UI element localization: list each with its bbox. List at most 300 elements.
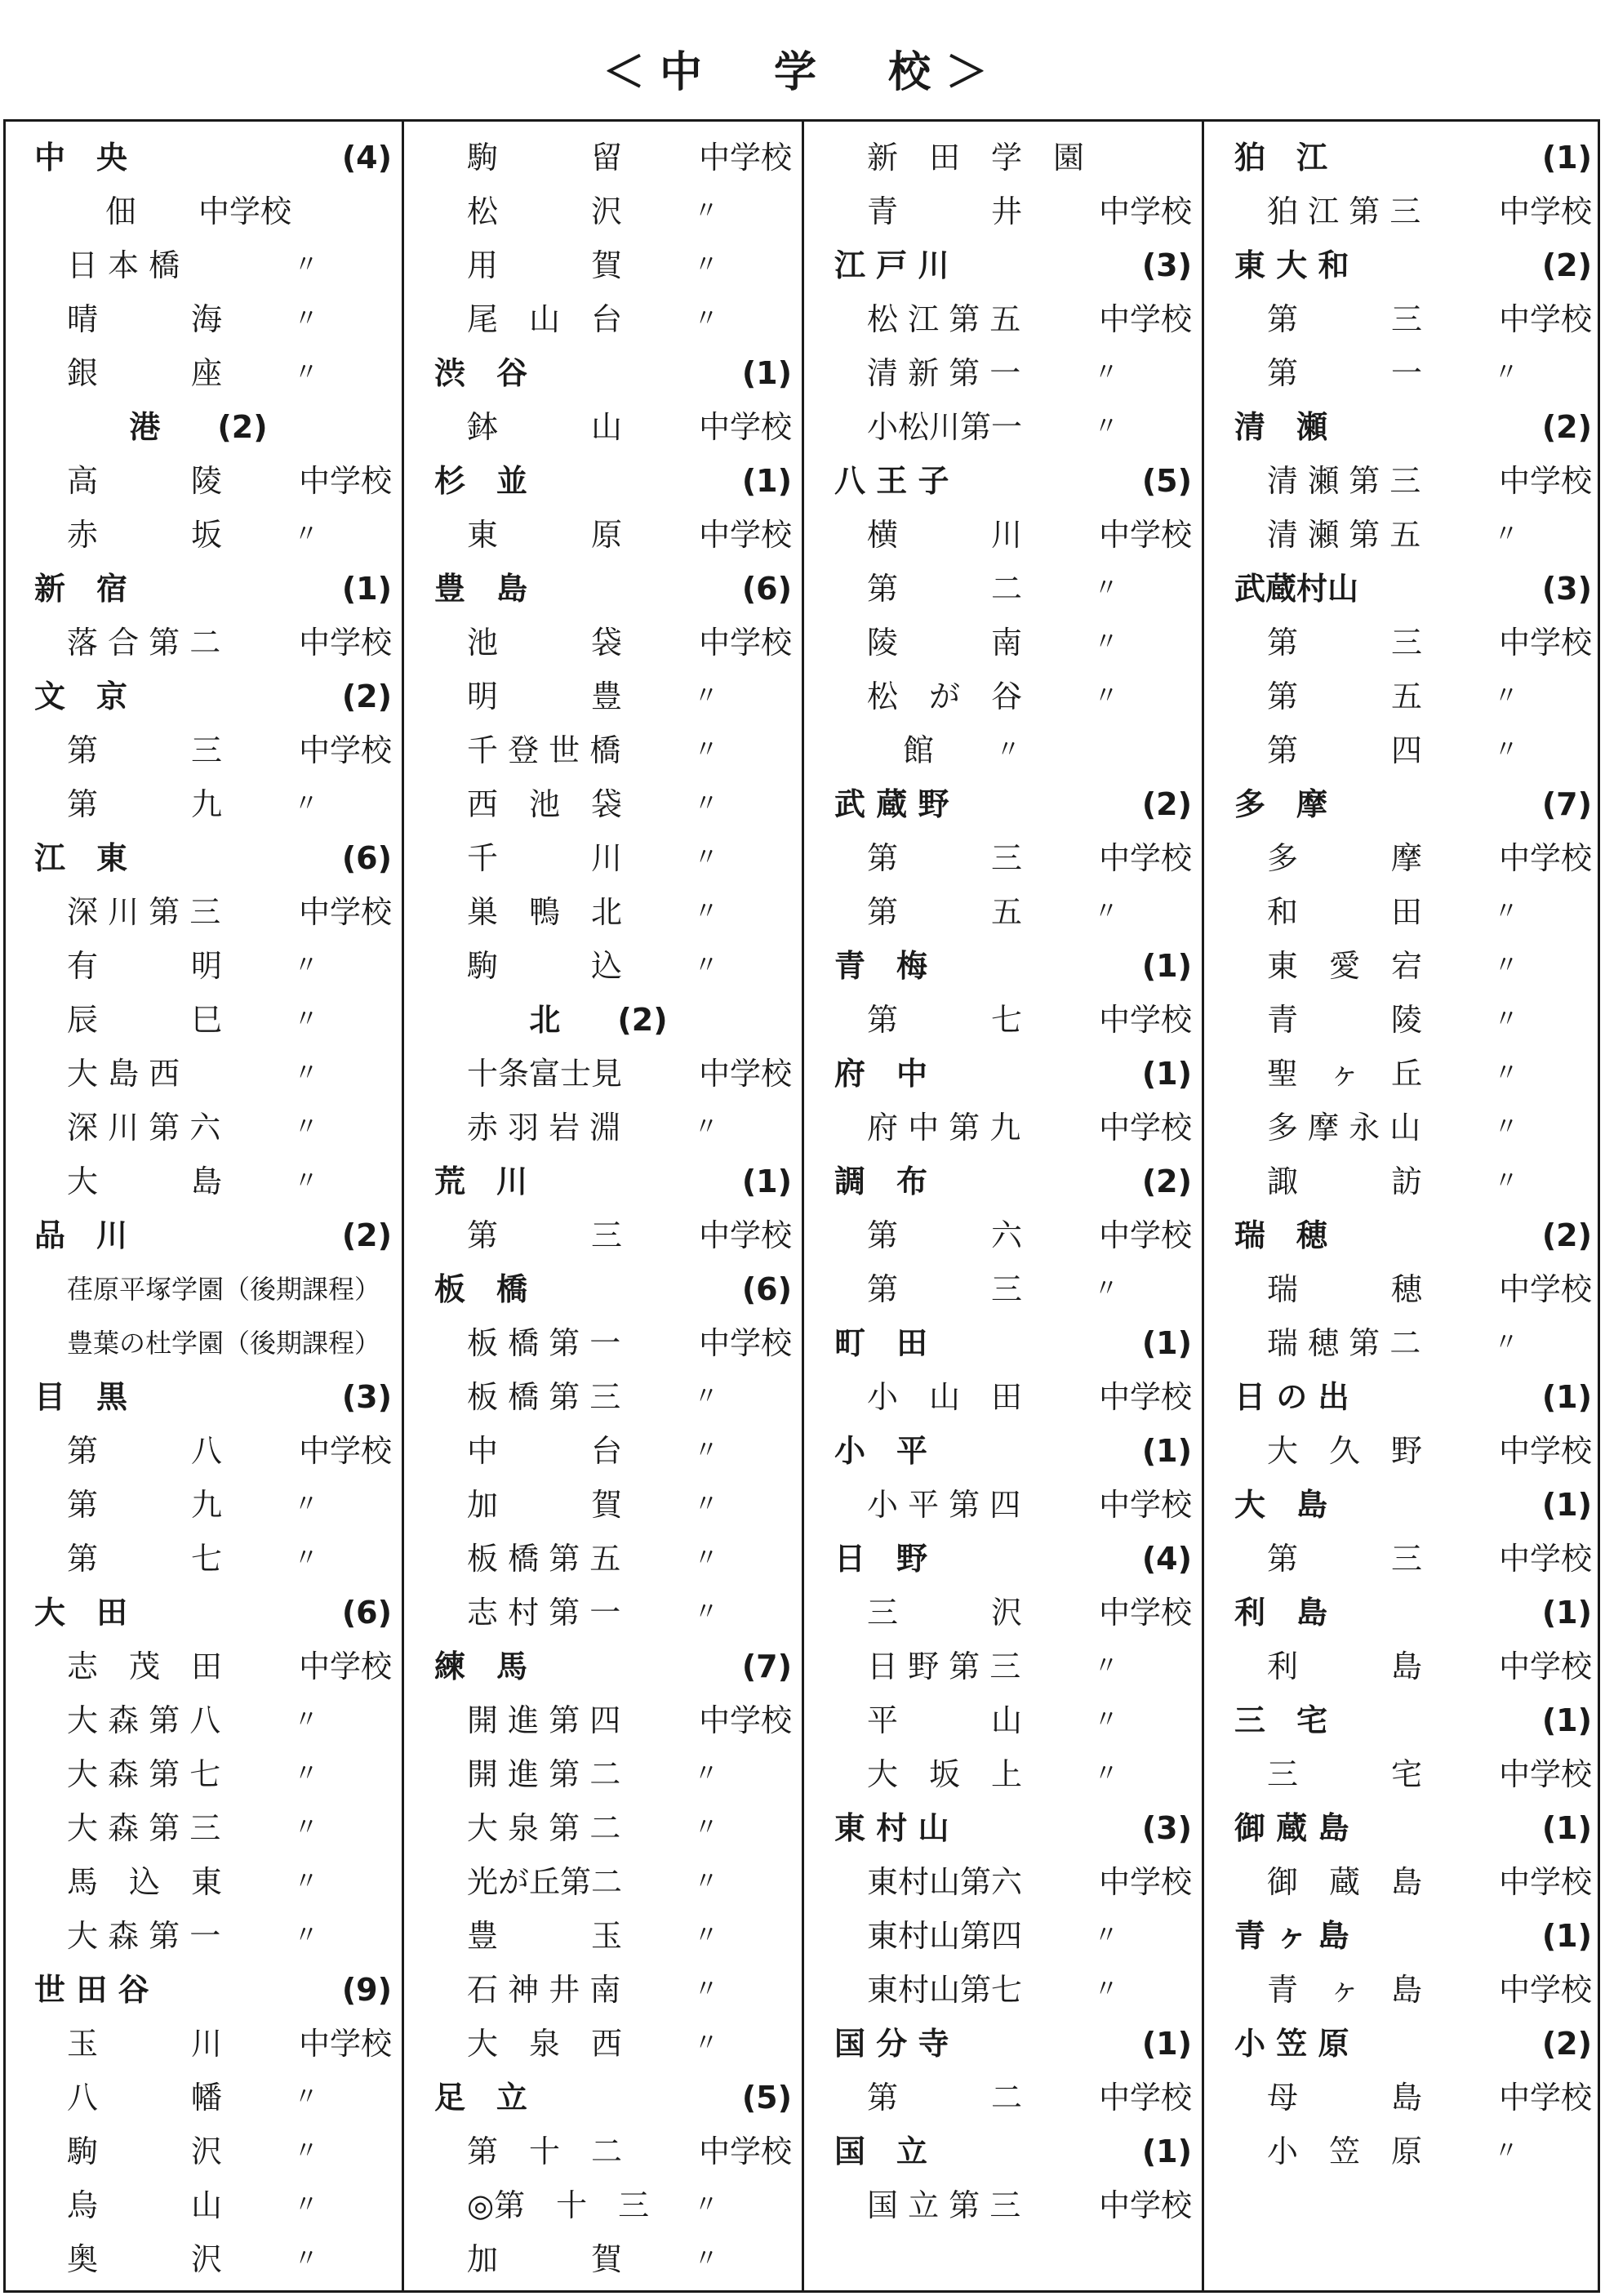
school-count: (2) bbox=[341, 679, 392, 714]
ditto-mark: 〃 bbox=[1094, 1652, 1118, 1680]
school-name: 鉢 山 bbox=[467, 409, 623, 445]
ward-heading bbox=[405, 993, 803, 1047]
school-entry bbox=[405, 1424, 803, 1478]
ditto-mark: 〃 bbox=[694, 1598, 718, 1626]
ward-heading bbox=[1205, 1801, 1603, 1855]
school-entry bbox=[805, 1640, 1203, 1693]
ditto-mark: 〃 bbox=[694, 951, 718, 980]
school-name: 駒 沢 bbox=[67, 2134, 223, 2169]
school-entry bbox=[805, 131, 1203, 185]
school-entry bbox=[5, 292, 403, 346]
school-name: 板 橋 第 三 bbox=[467, 1379, 621, 1415]
ward-name: 荒 川 bbox=[434, 1164, 528, 1199]
ward-name: 利 島 bbox=[1234, 1595, 1328, 1631]
ditto-mark: 〃 bbox=[694, 897, 718, 926]
ward-heading bbox=[1205, 562, 1603, 616]
ditto-mark: 〃 bbox=[294, 251, 318, 279]
ward-heading bbox=[405, 562, 803, 616]
ward-heading bbox=[1205, 1693, 1603, 1747]
school-entry bbox=[5, 777, 403, 831]
ward-name: 新 宿 bbox=[34, 571, 128, 607]
school-name: 第 四 bbox=[1267, 732, 1423, 768]
school-suffix: 中学校 bbox=[1098, 1864, 1192, 1900]
school-entry bbox=[805, 346, 1203, 400]
school-suffix: 中学校 bbox=[698, 2134, 792, 2169]
ditto-mark: 〃 bbox=[1094, 412, 1118, 441]
school-suffix: 中学校 bbox=[698, 1217, 792, 1253]
ward-heading bbox=[5, 670, 403, 723]
school-name: 清 瀬 第 五 bbox=[1267, 517, 1421, 553]
school-entry bbox=[405, 939, 803, 993]
school-count: (1) bbox=[1541, 1810, 1592, 1846]
school-suffix: 中学校 bbox=[698, 625, 792, 661]
school-entry bbox=[405, 1586, 803, 1640]
ditto-mark: 〃 bbox=[1494, 2137, 1518, 2165]
school-entry bbox=[405, 1747, 803, 1801]
school-suffix: 中学校 bbox=[1098, 840, 1192, 876]
ward-name: 江 戸 川 bbox=[834, 247, 949, 283]
school-entry bbox=[405, 1478, 803, 1532]
school-entry bbox=[405, 131, 803, 185]
school-entry bbox=[1205, 508, 1603, 562]
school-entry bbox=[5, 454, 403, 508]
ditto-mark: 〃 bbox=[694, 1382, 718, 1411]
school-name: 烏 山 bbox=[67, 2187, 223, 2223]
school-name: 第 三 bbox=[467, 1217, 623, 1253]
ditto-mark: 〃 bbox=[294, 2245, 318, 2273]
school-entry bbox=[405, 1909, 803, 1963]
ditto-mark: 〃 bbox=[694, 2245, 718, 2273]
school-entry bbox=[405, 1532, 803, 1586]
school-count: (2) bbox=[1541, 1217, 1592, 1253]
school-suffix: 中学校 bbox=[1498, 2080, 1592, 2116]
school-suffix: 中学校 bbox=[298, 732, 392, 768]
school-count: (7) bbox=[741, 1649, 792, 1684]
school-name: 石 神 井 南 bbox=[467, 1972, 621, 2008]
school-entry bbox=[805, 1586, 1203, 1640]
school-name: 瑞 穂 bbox=[1267, 1271, 1423, 1307]
school-entry bbox=[1205, 346, 1603, 400]
ditto-mark: 〃 bbox=[694, 251, 718, 279]
school-name: 清 新 第 一 bbox=[867, 355, 1021, 391]
school-name: 大 泉 西 bbox=[467, 2026, 623, 2062]
school-entry bbox=[1205, 1747, 1603, 1801]
ward-name: 文 京 bbox=[34, 679, 128, 714]
school-count: (4) bbox=[1141, 1541, 1192, 1577]
school-count: (2) bbox=[1541, 409, 1592, 445]
school-name: 第 三 bbox=[67, 732, 223, 768]
school-count: (1) bbox=[1541, 1702, 1592, 1738]
ditto-mark: 〃 bbox=[294, 1167, 318, 1195]
school-name: 第 三 bbox=[867, 840, 1023, 876]
ward-heading bbox=[805, 1424, 1203, 1478]
school-suffix: 中学校 bbox=[1498, 1972, 1592, 2008]
school-suffix: 中学校 bbox=[1498, 194, 1592, 229]
school-entry bbox=[405, 1801, 803, 1855]
school-entry bbox=[405, 723, 803, 777]
school-entry bbox=[805, 1963, 1203, 2017]
school-entry bbox=[805, 1855, 1203, 1909]
school-entry bbox=[405, 1855, 803, 1909]
school-entry bbox=[5, 346, 403, 400]
ditto-mark: 〃 bbox=[694, 1921, 718, 1950]
school-count: (1) bbox=[341, 571, 392, 607]
school-entry bbox=[805, 1693, 1203, 1747]
school-name: 日 野 第 三 bbox=[867, 1649, 1021, 1684]
school-name: 府 中 第 九 bbox=[867, 1110, 1021, 1146]
ditto-mark: 〃 bbox=[294, 790, 318, 818]
school-name: 母 島 bbox=[1267, 2080, 1423, 2116]
school-entry bbox=[5, 2125, 403, 2178]
school-name: 多 摩 bbox=[1267, 840, 1423, 876]
school-suffix: 中学校 bbox=[198, 194, 292, 229]
school-name: 志 村 第 一 bbox=[467, 1595, 621, 1631]
school-suffix: 中学校 bbox=[1098, 1110, 1192, 1146]
school-entry bbox=[405, 185, 803, 238]
school-entry bbox=[405, 292, 803, 346]
school-count: (6) bbox=[741, 571, 792, 607]
ditto-mark: 〃 bbox=[1494, 682, 1518, 710]
school-name: 池 袋 bbox=[467, 625, 623, 661]
school-entry bbox=[5, 2071, 403, 2125]
school-name: 中 台 bbox=[467, 1433, 623, 1469]
school-entry bbox=[805, 831, 1203, 885]
school-name: 第 七 bbox=[67, 1541, 223, 1577]
school-name: 陵 南 bbox=[867, 625, 1023, 661]
school-name: 十条富士見 bbox=[467, 1056, 623, 1092]
school-name: 大 泉 第 二 bbox=[467, 1810, 621, 1846]
ward-heading bbox=[5, 1586, 403, 1640]
ditto-mark: 〃 bbox=[694, 2191, 718, 2219]
school-count: (1) bbox=[1141, 2026, 1192, 2062]
school-entry bbox=[805, 1208, 1203, 1262]
school-entry bbox=[805, 1478, 1203, 1532]
school-name: 第 九 bbox=[67, 1487, 223, 1523]
ward-heading bbox=[805, 2125, 1203, 2178]
school-entry bbox=[5, 939, 403, 993]
school-name: 大 森 第 三 bbox=[67, 1810, 221, 1846]
school-count: (3) bbox=[341, 1379, 392, 1415]
school-entry bbox=[5, 885, 403, 939]
ward-heading bbox=[805, 1316, 1203, 1370]
school-name: 豊葉の杜学園（後期課程） bbox=[67, 1328, 381, 1359]
school-count: (1) bbox=[1141, 948, 1192, 984]
school-suffix: 中学校 bbox=[1498, 1271, 1592, 1307]
school-name: 第 十 二 bbox=[467, 2134, 623, 2169]
school-entry bbox=[805, 670, 1203, 723]
school-entry bbox=[1205, 1640, 1603, 1693]
school-count: (2) bbox=[1541, 247, 1592, 283]
ditto-mark: 〃 bbox=[1494, 1059, 1518, 1088]
school-name: 奥 沢 bbox=[67, 2241, 223, 2277]
school-count: (3) bbox=[1541, 571, 1592, 607]
school-suffix: 中学校 bbox=[1098, 517, 1192, 553]
school-entry bbox=[5, 993, 403, 1047]
school-name: 日 本 橋 bbox=[67, 247, 180, 283]
ditto-mark: 〃 bbox=[294, 1490, 318, 1519]
ward-name: 品 川 bbox=[34, 1217, 128, 1253]
ditto-mark: 〃 bbox=[694, 197, 718, 225]
school-count: (3) bbox=[1141, 1810, 1192, 1846]
school-suffix: 中学校 bbox=[698, 1325, 792, 1361]
ditto-mark: 〃 bbox=[294, 2083, 318, 2111]
school-name: 第 七 bbox=[867, 1002, 1023, 1038]
school-entry bbox=[405, 616, 803, 670]
school-entry bbox=[5, 1801, 403, 1855]
ward-name: 渋 谷 bbox=[434, 355, 528, 391]
ditto-mark: 〃 bbox=[996, 736, 1020, 764]
school-entry bbox=[5, 723, 403, 777]
ditto-mark: 〃 bbox=[294, 520, 318, 549]
school-count: (6) bbox=[741, 1271, 792, 1307]
ward-heading bbox=[1205, 1586, 1603, 1640]
ward-name: 板 橋 bbox=[434, 1271, 528, 1307]
ward-heading bbox=[405, 346, 803, 400]
ditto-mark: 〃 bbox=[294, 1544, 318, 1573]
ditto-mark: 〃 bbox=[694, 1113, 718, 1141]
ward-name: 小 笠 原 bbox=[1234, 2026, 1349, 2062]
ditto-mark: 〃 bbox=[694, 1760, 718, 1788]
ward-name: 武 蔵 野 bbox=[834, 786, 949, 822]
school-suffix: 中学校 bbox=[1098, 194, 1192, 229]
ward-heading bbox=[405, 1262, 803, 1316]
ditto-mark: 〃 bbox=[1094, 1275, 1118, 1303]
school-entry bbox=[5, 1747, 403, 1801]
ward-name: 八 王 子 bbox=[834, 463, 949, 499]
school-count: (1) bbox=[1541, 140, 1592, 176]
school-suffix: 中学校 bbox=[1498, 1756, 1592, 1792]
ward-heading bbox=[1205, 2017, 1603, 2071]
ward-name: 府 中 bbox=[834, 1056, 928, 1092]
school-entry bbox=[1205, 454, 1603, 508]
school-entry bbox=[1205, 1101, 1603, 1155]
school-name: 松 江 第 五 bbox=[867, 301, 1021, 337]
school-entry bbox=[805, 508, 1203, 562]
page-title: ＜中 学 校＞ bbox=[602, 48, 1003, 97]
ditto-mark: 〃 bbox=[1094, 1975, 1118, 2004]
school-name: 晴 海 bbox=[67, 301, 223, 337]
ward-name: 青 ヶ 島 bbox=[1234, 1918, 1349, 1954]
school-entry bbox=[5, 1640, 403, 1693]
school-name: 第 八 bbox=[67, 1433, 223, 1469]
school-name: 玉 川 bbox=[67, 2026, 223, 2062]
school-suffix: 中学校 bbox=[1098, 301, 1192, 337]
ward-name: 世 田 谷 bbox=[34, 1972, 149, 2008]
school-name: 清 瀬 第 三 bbox=[1267, 463, 1421, 499]
ditto-mark: 〃 bbox=[1094, 682, 1118, 710]
ward-heading bbox=[1205, 1208, 1603, 1262]
school-name: 第 三 bbox=[1267, 625, 1423, 661]
school-name: 用 賀 bbox=[467, 247, 623, 283]
school-entry bbox=[1205, 1532, 1603, 1586]
school-suffix: 中学校 bbox=[1498, 1864, 1592, 1900]
school-name: 深 川 第 三 bbox=[67, 894, 221, 930]
ditto-mark: 〃 bbox=[294, 358, 318, 387]
school-name: 第 六 bbox=[867, 1217, 1023, 1253]
school-count: (1) bbox=[741, 463, 792, 499]
ward-heading bbox=[405, 2071, 803, 2125]
school-name: 高 陵 bbox=[67, 463, 223, 499]
school-count: (1) bbox=[1141, 1056, 1192, 1092]
school-entry bbox=[5, 1316, 403, 1370]
ward-heading bbox=[1205, 400, 1603, 454]
ditto-mark: 〃 bbox=[1494, 1328, 1518, 1357]
ward-heading bbox=[1205, 777, 1603, 831]
school-count: (5) bbox=[1141, 463, 1192, 499]
school-suffix: 中学校 bbox=[1098, 1595, 1192, 1631]
school-name: 加 賀 bbox=[467, 2241, 623, 2277]
school-name: 松 沢 bbox=[467, 194, 623, 229]
school-name: 平 山 bbox=[867, 1702, 1023, 1738]
school-name: 板 橋 第 五 bbox=[467, 1541, 621, 1577]
ward-name: 東 村 山 bbox=[834, 1810, 949, 1846]
ward-name: 目 黒 bbox=[34, 1379, 128, 1415]
school-count: (6) bbox=[341, 1595, 392, 1631]
school-entry bbox=[5, 1424, 403, 1478]
ward-heading bbox=[805, 454, 1203, 508]
school-entry bbox=[1205, 616, 1603, 670]
school-name: 和 田 bbox=[1267, 894, 1423, 930]
ditto-mark: 〃 bbox=[294, 2137, 318, 2165]
ward-heading bbox=[5, 400, 403, 454]
school-count: (1) bbox=[1141, 2134, 1192, 2169]
school-name: 大 島 西 bbox=[67, 1056, 180, 1092]
ditto-mark: 〃 bbox=[294, 305, 318, 333]
ward-heading bbox=[5, 1208, 403, 1262]
school-name: 利 島 bbox=[1267, 1649, 1423, 1684]
ditto-mark: 〃 bbox=[694, 305, 718, 333]
ward-heading bbox=[5, 131, 403, 185]
school-name: 第 二 bbox=[867, 2080, 1023, 2116]
ditto-mark: 〃 bbox=[694, 843, 718, 872]
school-name: 三 宅 bbox=[1267, 1756, 1423, 1792]
ditto-mark: 〃 bbox=[1094, 897, 1118, 926]
school-entry bbox=[405, 2125, 803, 2178]
school-entry bbox=[805, 1101, 1203, 1155]
school-name: 第 一 bbox=[1267, 355, 1423, 391]
school-entry bbox=[5, 238, 403, 292]
school-entry bbox=[805, 292, 1203, 346]
ward-name: 多 摩 bbox=[1234, 786, 1328, 822]
school-name: 館 bbox=[902, 732, 934, 768]
school-name: 開 進 第 四 bbox=[467, 1702, 621, 1738]
school-count: (1) bbox=[741, 1164, 792, 1199]
school-name: 大 森 第 七 bbox=[67, 1756, 221, 1792]
ditto-mark: 〃 bbox=[294, 951, 318, 980]
ditto-mark: 〃 bbox=[1094, 628, 1118, 656]
school-name: 開 進 第 二 bbox=[467, 1756, 621, 1792]
school-name: 小 山 田 bbox=[867, 1379, 1023, 1415]
ditto-mark: 〃 bbox=[1494, 736, 1518, 764]
ditto-mark: 〃 bbox=[1094, 574, 1118, 603]
school-name: 諏 訪 bbox=[1267, 1164, 1423, 1199]
ward-name: 小 平 bbox=[834, 1433, 928, 1469]
school-suffix: 中学校 bbox=[1098, 1002, 1192, 1038]
school-count: (2) bbox=[341, 1217, 392, 1253]
school-entry bbox=[405, 1101, 803, 1155]
school-name: 千 川 bbox=[467, 840, 623, 876]
ward-heading bbox=[1205, 1370, 1603, 1424]
ward-heading bbox=[405, 1155, 803, 1208]
ward-heading bbox=[805, 1155, 1203, 1208]
school-name: 銀 座 bbox=[67, 355, 223, 391]
ditto-mark: 〃 bbox=[694, 682, 718, 710]
ward-name: 日 の 出 bbox=[1234, 1379, 1349, 1415]
ward-heading bbox=[405, 1640, 803, 1693]
school-entry bbox=[405, 238, 803, 292]
school-name: 巣 鴨 北 bbox=[467, 894, 623, 930]
school-suffix: 中学校 bbox=[298, 625, 392, 661]
school-suffix: 中学校 bbox=[698, 1702, 792, 1738]
ward-name: 大 田 bbox=[34, 1595, 128, 1631]
school-name: 赤 坂 bbox=[67, 517, 223, 553]
school-name: 東村山第六 bbox=[867, 1864, 1023, 1900]
ditto-mark: 〃 bbox=[694, 1544, 718, 1573]
school-entry bbox=[805, 993, 1203, 1047]
ward-name: 狛 江 bbox=[1234, 140, 1328, 176]
school-entry bbox=[405, 885, 803, 939]
school-entry bbox=[805, 1262, 1203, 1316]
ward-heading bbox=[805, 1047, 1203, 1101]
school-entry bbox=[405, 1208, 803, 1262]
school-entry bbox=[805, 185, 1203, 238]
ditto-mark: 〃 bbox=[294, 1760, 318, 1788]
ditto-mark: 〃 bbox=[1494, 1113, 1518, 1141]
school-name: 小松川第一 bbox=[867, 409, 1023, 445]
school-entry bbox=[1205, 1262, 1603, 1316]
school-entry bbox=[1205, 1047, 1603, 1101]
ward-heading bbox=[805, 777, 1203, 831]
school-suffix: 中学校 bbox=[1498, 1649, 1592, 1684]
school-name: 大 森 第 八 bbox=[67, 1702, 221, 1738]
school-name: 第 五 bbox=[1267, 679, 1423, 714]
school-entry bbox=[5, 1693, 403, 1747]
ward-heading bbox=[5, 562, 403, 616]
school-entry bbox=[5, 1262, 403, 1316]
school-entry bbox=[405, 2178, 803, 2232]
ditto-mark: 〃 bbox=[294, 1059, 318, 1088]
school-name: 第 五 bbox=[867, 894, 1023, 930]
school-entry bbox=[805, 1909, 1203, 1963]
school-suffix: 中学校 bbox=[298, 2026, 392, 2062]
ward-heading bbox=[805, 2017, 1203, 2071]
school-entry bbox=[405, 2017, 803, 2071]
ward-heading bbox=[5, 1370, 403, 1424]
ward-heading bbox=[805, 1801, 1203, 1855]
school-name: 志 茂 田 bbox=[67, 1649, 223, 1684]
school-count: (2) bbox=[1541, 2026, 1592, 2062]
school-suffix: 中学校 bbox=[298, 1433, 392, 1469]
school-count: (7) bbox=[1541, 786, 1592, 822]
school-entry bbox=[5, 616, 403, 670]
school-entry bbox=[1205, 1316, 1603, 1370]
ward-name: 清 瀬 bbox=[1234, 409, 1328, 445]
school-entry bbox=[5, 1532, 403, 1586]
ditto-mark: 〃 bbox=[694, 1490, 718, 1519]
school-entry bbox=[5, 508, 403, 562]
school-name: 大 森 第 一 bbox=[67, 1918, 221, 1954]
school-entry bbox=[1205, 831, 1603, 885]
school-name: 御 蔵 島 bbox=[1267, 1864, 1423, 1900]
school-entry bbox=[1205, 939, 1603, 993]
school-entry bbox=[5, 1155, 403, 1208]
school-count: (9) bbox=[341, 1972, 392, 2008]
ward-heading bbox=[805, 238, 1203, 292]
ward-name: 武蔵村山 bbox=[1234, 571, 1359, 607]
school-suffix: 中学校 bbox=[1098, 2080, 1192, 2116]
school-name: 光が丘第二 bbox=[467, 1864, 623, 1900]
school-name: 東村山第四 bbox=[867, 1918, 1023, 1954]
